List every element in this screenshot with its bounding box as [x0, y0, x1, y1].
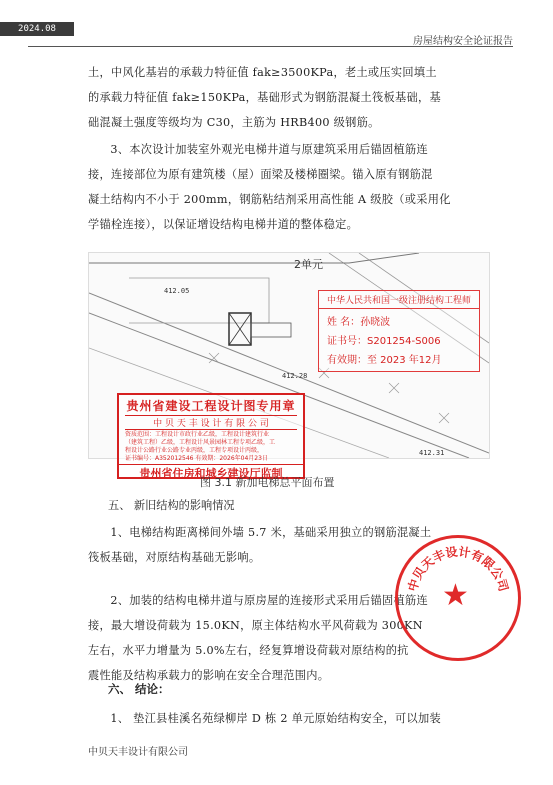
page-header	[0, 0, 553, 48]
stamp-scope-line: （建筑工程）乙级，工程设计风景园林工程专项乙级，工	[125, 439, 276, 446]
text-line: 2、加装的结构电梯井道与原房屋的连接形式采用后锚固植筋连	[110, 594, 428, 607]
stamp-scope-line: 资质范围：工程设计市政行业乙级，工程设计建筑行业	[125, 431, 270, 438]
page-footer: 中贝天丰设计有限公司	[88, 747, 188, 758]
section6-item1	[88, 706, 488, 731]
text-line: 震性能及结构承载力的影响在安全合理范围内。	[88, 669, 330, 682]
star-icon: ★	[442, 578, 469, 613]
text-line: 1、电梯结构距离梯间外墙 5.7 米，基础采用独立的钢筋混凝土	[110, 526, 432, 539]
text-line: 筏板基础，对原结构基础无影响。	[88, 551, 261, 564]
elevation-label: 412.05	[164, 287, 190, 295]
elevation-label: 412.28	[282, 372, 308, 380]
stamp-title: 中华人民共和国一级注册结构工程师	[319, 291, 479, 309]
text-line: 凝土结构内不小于 200mm，钢筋粘结剂采用高性能 A 级胶（或采用化	[88, 193, 451, 206]
paragraph-connection	[88, 137, 488, 237]
text-line: 左右，水平力增量为 5.0%左右，经复算增设荷载对原结构的抗	[88, 644, 409, 657]
section-heading: 五、 新旧结构的影响情况	[108, 499, 235, 512]
unit-label: 2单元	[294, 258, 323, 271]
header-divider	[28, 46, 513, 47]
report-title: 房屋结构安全论证报告	[413, 36, 513, 47]
paragraph-foundation	[88, 60, 488, 135]
text-line: 土，中风化基岩的承载力特征值 fak≥3500KPa，老土或压实回填土	[88, 66, 437, 79]
seal-text: 中贝天丰设计有限公司	[405, 544, 511, 593]
text-line: 3、本次设计加装室外观光电梯井道与原建筑采用后锚固植筋连	[110, 143, 428, 156]
text-line: 学锚栓连接），以保证增设结构电梯井道的整体稳定。	[88, 218, 359, 231]
elevation-label: 412.31	[419, 449, 445, 457]
company-round-seal	[395, 535, 521, 661]
stamp-value: 孙晓波	[360, 317, 391, 328]
stamp-value: 至 2023 年12月	[367, 355, 442, 366]
stamp-name-row	[319, 309, 479, 328]
stamp-title: 贵州省建设工程设计图专用章	[126, 399, 296, 413]
stamp-label: 有效期：	[327, 355, 367, 366]
stamp-footer: 贵州省住房和城乡建设厅监制	[119, 464, 303, 481]
stamp-company: 中 贝 天 丰 设 计 有 限 公 司	[125, 415, 297, 430]
stamp-number-row	[319, 328, 479, 347]
text-line: 1、 垫江县桂溪名苑绿柳岸 D 栋 2 单元原始结构安全，可以加装	[110, 712, 441, 725]
date-badge: 2024.08	[0, 22, 74, 36]
text-line: 础混凝土强度等级均为 C30，主筋为 HRB400 级钢筋。	[88, 116, 380, 129]
stamp-label: 证书号：	[327, 336, 367, 347]
stamp-value: S201254-S006	[367, 336, 441, 347]
stamp-valid-row	[319, 347, 479, 366]
engineer-certificate-stamp	[318, 290, 480, 372]
figure-caption: 图 3.1 新加电梯总平面布置	[200, 476, 335, 489]
text-line: 接，最大增设荷载为 15.0KN，原主体结构水平风荷载为 300KN	[88, 619, 423, 632]
text-line: 接，连接部位为原有建筑楼（屋）面梁及楼梯圈梁。锚入原有钢筋混	[88, 168, 433, 181]
design-drawing-stamp	[117, 393, 305, 479]
section-heading: 六、 结论：	[108, 682, 170, 696]
stamp-label: 姓 名：	[327, 317, 361, 328]
text-line: 的承载力特征值 fak≥150KPa，基础形式为钢筋混凝土筏板基础，基	[88, 91, 441, 104]
stamp-scope-line: 证书编号：A352012546 有效期：2026年04月23日	[125, 455, 268, 462]
stamp-scope	[119, 431, 303, 463]
stamp-scope-line: 程设计公路行业公路专业丙级，工程专项设计丙级，	[125, 447, 264, 454]
